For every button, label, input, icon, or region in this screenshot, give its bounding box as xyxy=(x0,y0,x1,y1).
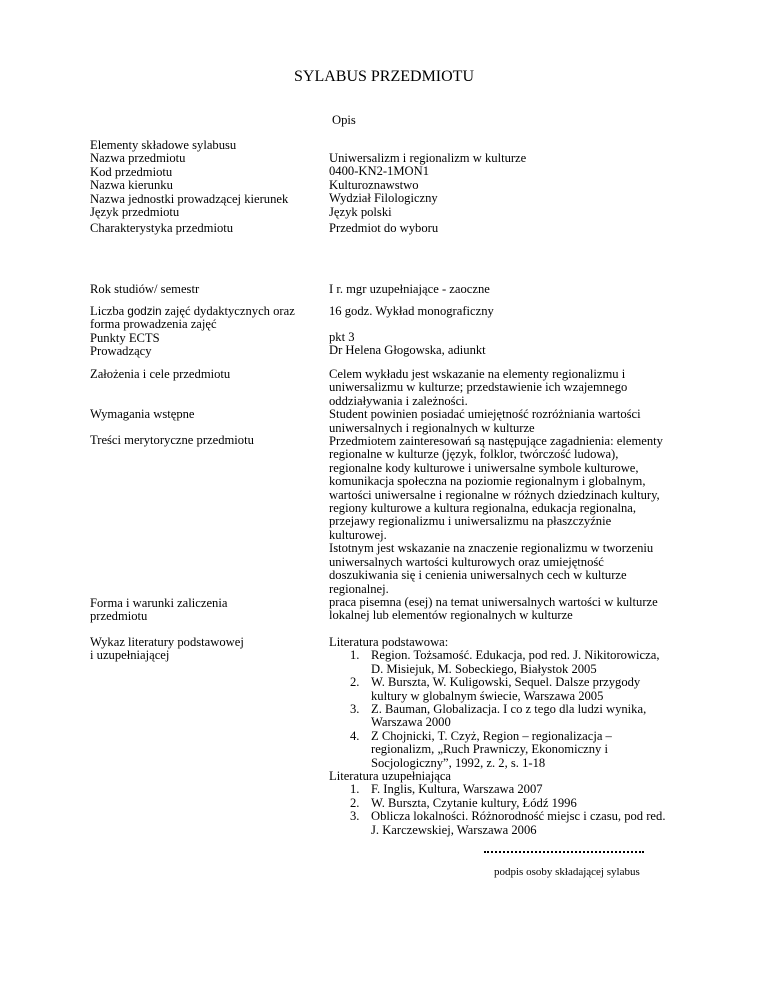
item-line: Z Chojnicki, T. Czyż, Region – regionalizacja – xyxy=(371,728,612,743)
text-line: komunikacja społeczna na poziomie regionalnym i globalnym, xyxy=(329,474,646,489)
text-line: Celem wykładu jest wskazanie na elementy regionalizmu i xyxy=(329,367,626,381)
hours-labels xyxy=(90,305,320,359)
value-prowadzacy: Dr Helena Głogowska, adiunkt xyxy=(329,343,486,358)
item-line: regionalizm, „Ruch Prawniczy, Ekonomiczny i xyxy=(371,742,608,757)
label-jednostka: Nazwa jednostki prowadzącej kierunek xyxy=(90,191,289,206)
value-jednostka: Wydział Filologiczny xyxy=(329,191,438,206)
label-prowadzacy: Prowadzący xyxy=(90,344,152,359)
label-charakterystyka: Charakterystyka przedmiotu xyxy=(90,221,234,235)
label-forma-line2: przedmiotu xyxy=(90,609,148,624)
hours-values xyxy=(329,331,689,358)
text-line: uniwersalizmu w kulturze; przedstawienie ich wzajemnego xyxy=(329,380,628,395)
literature-item xyxy=(329,783,689,796)
item-line: Z. Bauman, Globalizacja. I co z tego dla ludzi wynika, xyxy=(371,702,647,717)
item-number: 1. xyxy=(350,648,360,663)
label-zalozenia: Założenia i cele przedmiotu xyxy=(90,367,231,381)
label-kod-przedmiotu: Kod przedmiotu xyxy=(90,164,173,179)
description-column-header: Opis xyxy=(332,113,356,127)
item-number: 3. xyxy=(350,809,360,824)
literature-item xyxy=(329,797,689,810)
text-line: Przedmiotem zainteresowań są następujące zagadnienia: elementy xyxy=(329,434,663,449)
label-nazwa-kierunku: Nazwa kierunku xyxy=(90,178,173,193)
text-line: uniwersalnych wartości kulturowych oraz umiejętność xyxy=(329,554,604,569)
literature-section xyxy=(329,636,689,837)
text-line: oddziaływania i zależności. xyxy=(329,393,468,408)
literature-supp-header: Literatura uzupełniająca xyxy=(329,769,452,784)
value-godziny: 16 godz. Wykład monograficzny xyxy=(329,304,494,318)
item-number: 3. xyxy=(350,702,360,717)
item-number: 1. xyxy=(350,782,360,797)
label-elementy: Elementy składowe sylabusu xyxy=(90,138,237,152)
label-forma-zaliczenia xyxy=(90,597,320,624)
value-ects: pkt 3 xyxy=(329,330,355,344)
label-liczba-godzin: Liczba godzin zajęć dydaktycznych oraz xyxy=(90,304,295,318)
text-line: lokalnej lub elementów regionalnych w kulturze xyxy=(329,608,573,623)
item-line: kultury w globalnym świecie, Warszawa 2005 xyxy=(371,688,604,703)
literature-basic-list xyxy=(329,649,689,770)
literature-item xyxy=(329,810,689,837)
text-line: regionalnej. xyxy=(329,581,389,596)
literature-basic-header: Literatura podstawowa: xyxy=(329,635,449,649)
text-line: praca pisemna (esej) na temat uniwersalnych wartości w kulturze xyxy=(329,594,658,609)
text-line: Istotnym jest wskazanie na znaczenie regionalizmu w tworzeniu xyxy=(329,541,654,556)
value-kod-przedmiotu: 0400-KN2-1MON1 xyxy=(329,164,430,179)
label-forma-zajec: forma prowadzenia zajęć xyxy=(90,317,217,332)
label-wymagania: Wymagania wstępne xyxy=(90,407,195,421)
value-charakterystyka: Przedmiot do wyboru xyxy=(329,221,439,235)
item-number: 2. xyxy=(350,675,360,690)
label-wykaz-line2: i uzupełniającej xyxy=(90,648,170,663)
item-line: F. Inglis, Kultura, Warszawa 2007 xyxy=(371,782,543,797)
text-line: regionalne w kulturze (język, folklor, twórczość ludowa), xyxy=(329,447,619,462)
literature-item xyxy=(329,649,689,676)
text-line: kulturowej. xyxy=(329,527,387,542)
value-jezyk: Język polski xyxy=(329,204,392,219)
item-line: D. Misiejuk, M. Sobeckiego, Białystok 2005 xyxy=(371,661,597,676)
label-wykaz-line1: Wykaz literatury podstawowej xyxy=(90,635,244,649)
syllabus-elements-labels xyxy=(90,139,320,219)
label-jezyk: Język przedmiotu xyxy=(90,205,180,220)
syllabus-elements-values xyxy=(329,152,689,219)
item-line: Socjologiczny”, 1992, z. 2, s. 1-18 xyxy=(371,755,546,770)
signature-caption: podpis osoby składającej sylabus xyxy=(494,866,640,878)
text-line: regiony kulturowe a kultura regionalna, edukacja regionalna, xyxy=(329,501,637,516)
text-line: Student powinien posiadać umiejętność rozróżniania wartości xyxy=(329,407,641,422)
label-nazwa-przedmiotu: Nazwa przedmiotu xyxy=(90,151,186,166)
signature-line xyxy=(484,851,644,853)
label-godzin-word: godzin xyxy=(127,305,162,318)
label-tresci: Treści merytoryczne przedmiotu xyxy=(90,433,254,447)
value-rok-studiow: I r. mgr uzupełniające - zaoczne xyxy=(329,282,490,296)
item-line: Warszawa 2000 xyxy=(371,715,451,730)
item-line: J. Karczewskiej, Warszawa 2006 xyxy=(371,822,537,837)
value-nazwa-przedmiotu: Uniwersalizm i regionalizm w kulturze xyxy=(329,151,527,165)
document-title: SYLABUS PRZEDMIOTU xyxy=(293,68,474,85)
text-line: doszukiwania się i cenienia uniwersalnych cech w kulturze xyxy=(329,568,627,583)
literature-item xyxy=(329,703,689,730)
text-line: regionalne kody kulturowe i uniwersalne symbole kulturowe, xyxy=(329,460,639,475)
text-line: przejawy regionalizmu i uniwersalizmu na płaszczyźnie xyxy=(329,514,612,529)
text-line: wartości uniwersalne i regionalne w różnych dziedzinach kultury, xyxy=(329,487,660,502)
item-line: Oblicza lokalności. Różnorodność miejsc i czasu, pod red. xyxy=(371,809,666,824)
item-number: 2. xyxy=(350,795,360,810)
label-forma-line1: Forma i warunki zaliczenia xyxy=(90,596,228,610)
label-rok-studiow: Rok studiów/ semestr xyxy=(90,282,200,296)
item-line: W. Burszta, Czytanie kultury, Łódź 1996 xyxy=(371,795,577,810)
item-line: W. Burszta, W. Kuligowski, Sequel. Dalsze przygody xyxy=(371,675,641,690)
literature-item xyxy=(329,676,689,703)
literature-item xyxy=(329,730,689,770)
literature-supp-list xyxy=(329,783,689,837)
value-nazwa-kierunku: Kulturoznawstwo xyxy=(329,177,419,192)
item-line: Region. Tożsamość. Edukacja, pod red. J. Nikitorowicza, xyxy=(371,648,660,663)
item-number: 4. xyxy=(350,728,360,743)
label-wykaz-literatury xyxy=(90,636,320,663)
description-text xyxy=(329,368,689,623)
text-line: uniwersalnych i regionalnych w kulturze xyxy=(329,420,535,435)
label-ects: Punkty ECTS xyxy=(90,330,160,345)
